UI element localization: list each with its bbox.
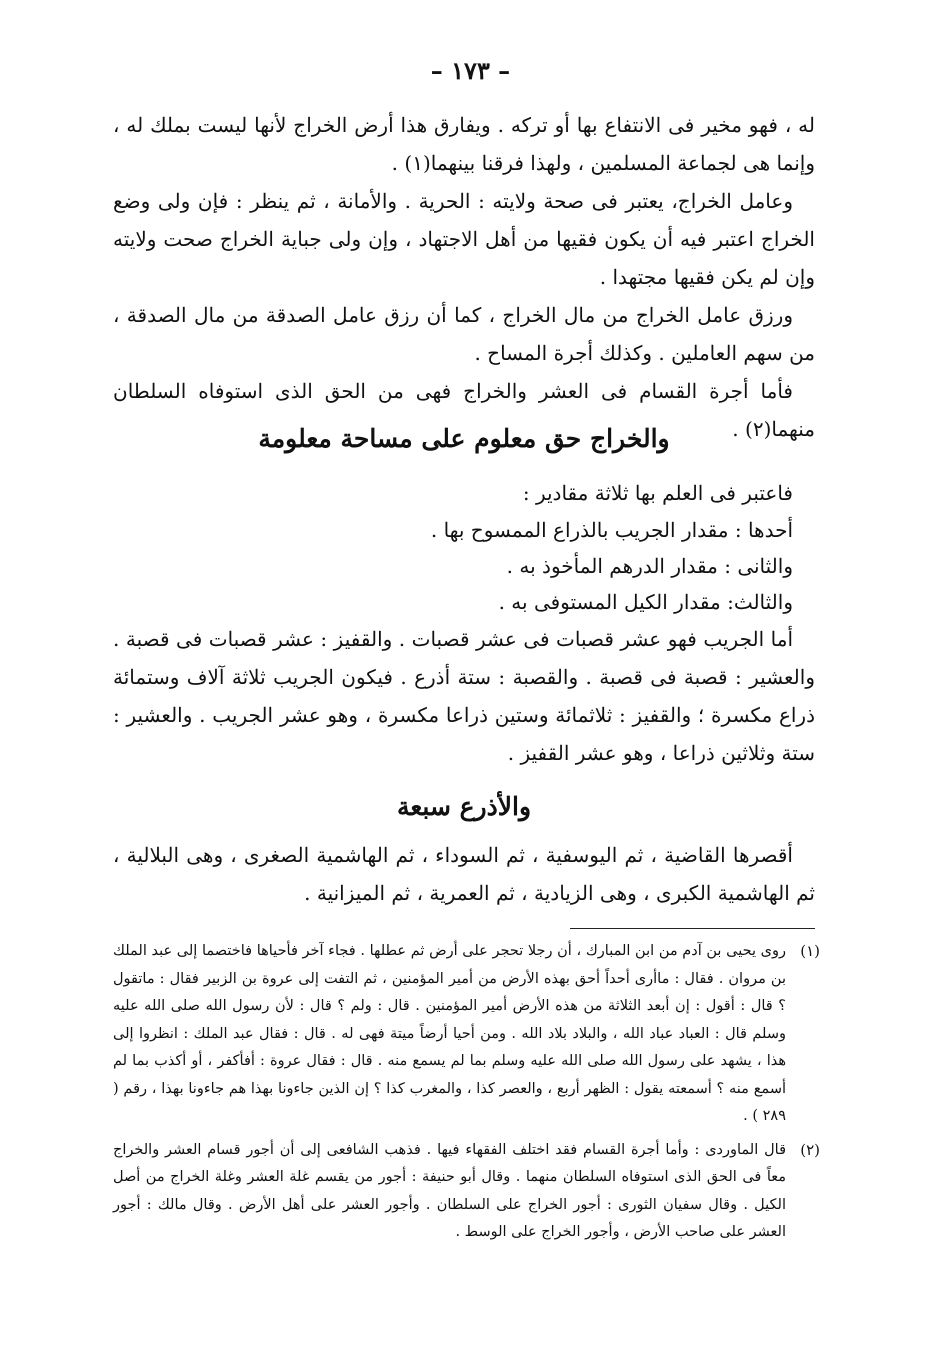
footnote-1 <box>113 938 820 1131</box>
footnote-2 <box>113 1137 820 1247</box>
paragraph-surveyor-fee: فأما أجرة القسام فى العشر والخراج فهى من الحق الذى استوفاه السلطان منهما(٢) . <box>113 379 815 441</box>
paragraph-cubit-types: أقصرها القاضية ، ثم اليوسفية ، ثم السوداء ، ثم الهاشمية الصغرى ، وهى البلالية ، ثم الهاشمية الكبرى ، وهى الزيادية ، ثم العمرية ، ثم الميزانية . <box>113 843 815 905</box>
paragraph-worker-salary: ورزق عامل الخراج من مال الخراج ، كما أن رزق عامل الصدقة من مال الصدقة ، من سهم العاملين . وكذلك أجرة المساح . <box>113 303 815 365</box>
paragraph-land-ownership: له ، فهو مخير فى الانتفاع بها أو تركه . ويفارق هذا أرض الخراج لأنها ليست بملك له ، وإنما هى لجماعة المسلمين ، ولهذا فرقنا بينهما(١) . <box>113 113 816 175</box>
footnote-number: (٢) <box>800 1140 820 1159</box>
footnote-divider <box>570 928 815 929</box>
section-measures <box>113 474 815 772</box>
page-number: – ١٧٣ – <box>430 56 511 85</box>
footnote-text: روى يحيى بن آدم من ابن المبارك ، أن رجلا تحجر على أرض ثم عطلها . فجاء آخر فأحياها فاختصما إلى عبد الملك بن مروان . فقال : ماأرى أحداً أحق بهذه الأرض من أمير المؤمنين ، ثم التفت إلى عروة بن الزبير فقال : ماتقول ؟ قال : أقول : إن أبعد الثلاثة من هذه الأرض أمير المؤمنين . قال : ولم ؟ قال : لأن رسول الله صلى الله عليه وسلم قال : العباد عباد الله ، والبلاد بلاد الله . ومن أحيا أرضاً ميتة فهى له . قال : فقال عبد الملك : انظروا إلى هذا ، يشهد على رسول الله صلى الله عليه وسلم بما لم يسمع منه . قال : فقال عروة : أفأكفر ، أو أكذب بما لم أسمع منه ؟ أسمعته يقول : الظهر أربع ، والعصر كذا ، والمغرب كذا ؟ إن الذين جاءونا بهذا هم جاءونا بهذا ، رقم ( ٢٨٩ ) . <box>113 943 786 1124</box>
section-khiraj-worker <box>113 106 815 448</box>
paragraph-jarib-definition: أما الجريب فهو عشر قصبات فى عشر قصبات . والقفيز : عشر قصبات فى قصبة . والعشير : قصبة فى قصبة . والقصبة : ستة أذرع . فيكون الجريب ثلاثة آلاف وستمائة ذراع مكسرة ؛ والقفيز : ثلاثمائة وستين ذراعا مكسرة ، وهو عشر الجريب . والعشير : ستة وثلاثين ذراعا ، وهو عشر القفيز . <box>113 627 815 765</box>
section-cubits <box>113 836 815 912</box>
list-item-jarib: أحدها : مقدار الجريب بالذراع الممسوح بها . <box>430 518 793 542</box>
paragraph-three-measures: فاعتبر فى العلم بها ثلاثة مقادير : <box>522 481 793 505</box>
list-item-dirham: والثانى : مقدار الدرهم المأخوذ به . <box>506 554 793 578</box>
footnote-number: (١) <box>800 942 820 960</box>
footnotes <box>113 938 820 1253</box>
paragraph-khiraj-worker: وعامل الخراج، يعتبر فى صحة ولايته : الحرية . والأمانة ، ثم ينظر : فإن ولى وضع الخراج اعتبر فيه أن يكون فقيها من أهل الاجتهاد ، وإن ولى جباية الخراج صحت ولايته وإن لم يكن فقيها مجتهدا . <box>113 189 815 289</box>
list-item-kayl: والثالث: مقدار الكيل المستوفى به . <box>498 590 793 614</box>
section-heading-known-area: والخراج حق معلوم على مساحة معلومة <box>258 424 670 453</box>
footnote-text: قال الماوردى : وأما أجرة القسام فقد اختلف الفقهاء فيها . فذهب الشافعى إلى أن أجور قسام العشر والخراج معاً فى الحق الذى استوفاه السلطان منهما . وقال أبو حنيفة : أجور من يقسم غلة العشر وغلة الخراج من أصل الكيل . وقال سفيان الثورى : أجور الخراج على السلطان . وأجور العشر على أهل الأرض . وقال مالك : أجور العشر على صاحب الأرض ، وأجور الخراج على الوسط . <box>113 1141 786 1240</box>
section-heading-seven-cubits: والأذرع سبعة <box>396 792 532 821</box>
